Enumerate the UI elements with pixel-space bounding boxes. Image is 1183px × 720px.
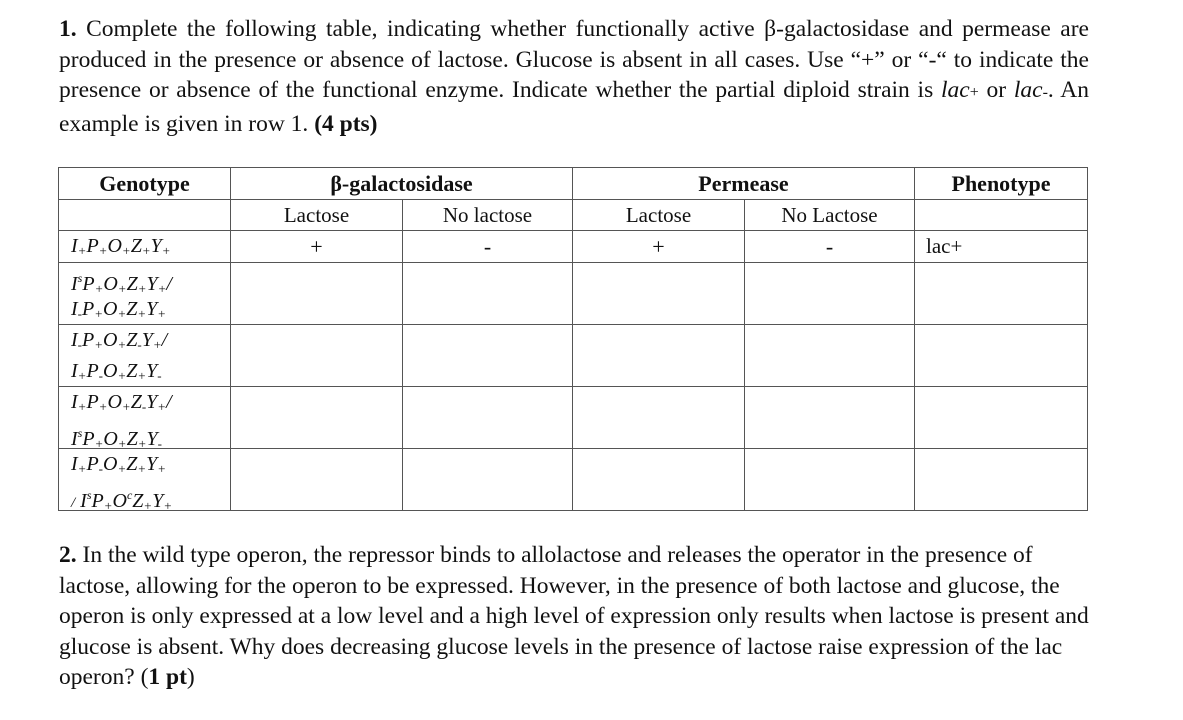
empty-subheader-cell xyxy=(59,200,231,231)
genotype-image-6: I+P+O+Z-Y+/ xyxy=(71,391,172,414)
answer-cell[interactable] xyxy=(915,325,1088,387)
genotype-image-5: I+P-O+Z+Y- xyxy=(71,359,162,383)
lac-plus-label: lac xyxy=(941,77,970,103)
question-2-number: 2. xyxy=(59,542,77,568)
genotype-cell xyxy=(59,325,231,387)
answer-cell[interactable] xyxy=(231,263,403,325)
genotype-cell xyxy=(59,231,231,263)
example-perm-no-lactose: - xyxy=(745,231,915,263)
table-row xyxy=(59,231,1088,263)
question-1-text-b: . An example is given in row 1. xyxy=(59,77,1089,137)
genotype-image-1: I+P+O+Z+Y+ xyxy=(71,235,171,259)
empty-subheader-cell xyxy=(915,200,1088,231)
question-2 xyxy=(59,540,1089,693)
example-phenotype: lac+ xyxy=(915,231,1088,263)
answer-cell[interactable] xyxy=(745,387,915,449)
lac-minus-label: lac xyxy=(1013,77,1043,103)
genotype-table xyxy=(58,167,1088,511)
answer-cell[interactable] xyxy=(403,387,573,449)
phenotype-header: Phenotype xyxy=(915,168,1088,200)
question-2-points: 1 pt xyxy=(148,664,187,690)
answer-cell[interactable] xyxy=(745,449,915,511)
table-subheader-row xyxy=(59,200,1088,231)
genotype-image-2: $I^sP+O+Z+Y+/$ xyxy=(71,271,172,296)
lac-minus-sub: - xyxy=(1042,84,1048,101)
answer-cell[interactable] xyxy=(403,325,573,387)
answer-cell[interactable] xyxy=(573,387,745,449)
example-bgal-no-lactose: - xyxy=(403,231,573,263)
table-header-row xyxy=(59,168,1088,200)
perm-lactose-subheader: Lactose xyxy=(573,200,745,231)
answer-cell[interactable] xyxy=(915,263,1088,325)
answer-cell[interactable] xyxy=(403,449,573,511)
table-row xyxy=(59,263,1088,325)
question-1-number: 1. xyxy=(59,16,77,42)
answer-cell[interactable] xyxy=(573,263,745,325)
bgal-no-lactose-subheader: No lactose xyxy=(403,200,573,231)
example-perm-lactose: + xyxy=(573,231,745,263)
answer-cell[interactable] xyxy=(745,263,915,325)
lac-plus-sub: + xyxy=(969,84,979,101)
table-row xyxy=(59,449,1088,511)
answer-cell[interactable] xyxy=(231,387,403,449)
bgal-header: β-galactosidase xyxy=(231,168,573,200)
answer-cell[interactable] xyxy=(573,449,745,511)
genotype-cell xyxy=(59,387,231,449)
genotype-image-9: / $I^sP+O^cZ+Y+$ xyxy=(71,487,173,513)
question-1-points: (4 pts) xyxy=(314,110,378,137)
question-2-points-open: ( xyxy=(140,664,149,690)
permease-header: Permease xyxy=(573,168,915,200)
question-2-points-close: ) xyxy=(186,664,195,690)
question-2-text: In the wild type operon, the repressor binds to allolactose and releases the operator in the presence of lactose, allowing for the operon to be expressed. However, in the presence of both lactose and glucose, the operon is only expressed at a low level and a high level of expression only results when lactose is present and glucose is absent. Why does decreasing glucose levels in the presence of lactose raise expression of the lac operon? xyxy=(59,542,1089,690)
perm-no-lactose-subheader: No Lactose xyxy=(745,200,915,231)
answer-cell[interactable] xyxy=(231,449,403,511)
genotype-cell xyxy=(59,449,231,511)
genotype-image-4: I-P+O+Z-Y+/ xyxy=(71,329,168,352)
answer-cell[interactable] xyxy=(915,387,1088,449)
answer-cell[interactable] xyxy=(231,325,403,387)
genotype-cell xyxy=(59,263,231,325)
table-row xyxy=(59,387,1088,449)
genotype-image-8: I+P-O+Z+Y+ xyxy=(71,453,167,476)
answer-cell[interactable] xyxy=(745,325,915,387)
answer-cell[interactable] xyxy=(573,325,745,387)
question-1 xyxy=(59,14,1089,139)
or-text: or xyxy=(978,77,1014,103)
genotype-image-3: I-P+O+Z+Y+ xyxy=(71,297,167,321)
example-bgal-lactose: + xyxy=(231,231,403,263)
genotype-image-7: $I^sP+O+Z+Y-$ xyxy=(71,425,162,451)
table-row xyxy=(59,325,1088,387)
bgal-lactose-subheader: Lactose xyxy=(231,200,403,231)
genotype-header: Genotype xyxy=(59,168,231,200)
question-1-text-a: Complete the following table, indicating whether functionally active β-galactosidase and permease are produced in the presence or absence of lactose. Glucose is absent in all cases. Use “+” or “-“ to indicate the presence or absence of the functional enzyme. Indicate whether the partial diploid strain is xyxy=(59,16,1089,103)
answer-cell[interactable] xyxy=(915,449,1088,511)
answer-cell[interactable] xyxy=(403,263,573,325)
